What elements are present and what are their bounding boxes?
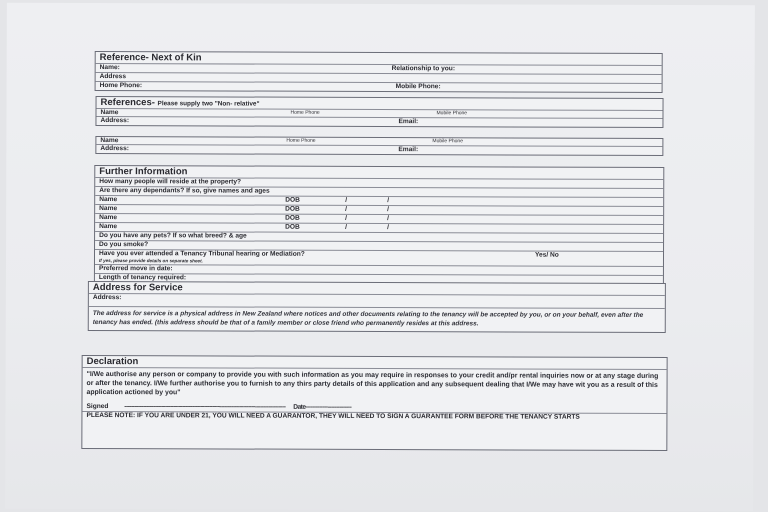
dependants-field[interactable]: Are there any dependants? If so, give names and ages (99, 187, 270, 195)
dependant-dob-field[interactable]: DOB (285, 214, 300, 222)
dependant-dob-field[interactable]: DOB (285, 205, 300, 213)
ref2-home-phone-field[interactable]: Home Phone (286, 137, 316, 144)
paper-sheet (5, 3, 755, 512)
pets-field[interactable]: Do you have any pets? If so what breed? & age (99, 232, 247, 240)
dob-slash: / (345, 214, 347, 222)
references-subtitle: Please supply two "Non- relative" (157, 100, 260, 108)
dob-slash: / (345, 196, 348, 204)
next-of-kin-title: Reference- Next of Kin (99, 52, 202, 64)
nok-name-field[interactable]: Name: (99, 64, 120, 72)
dependant-dob-field[interactable]: DOB (285, 196, 300, 204)
ref1-home-phone-field[interactable]: Home Phone (290, 109, 320, 116)
ref2-mobile-phone-field[interactable]: Mobile Phone (432, 138, 463, 145)
declaration-title: Declaration (86, 355, 139, 368)
guarantor-note: PLEASE NOTE: IF YOU ARE UNDER 21, YOU WILL NEED A GUARANTOR, THEY WILL NEED TO SIGN A GUARANTEE FORM BEFORE THE TENANCY STARTS (82, 411, 666, 422)
signed-label: Signed (86, 402, 109, 411)
dependant-name-field[interactable]: Name (99, 223, 118, 231)
ref2-name-field[interactable]: Name (100, 137, 119, 145)
declaration-section (81, 355, 667, 451)
ref1-email-field[interactable]: Email: (398, 118, 419, 126)
length-field[interactable]: Length of tenancy required: (98, 274, 187, 282)
how-many-field[interactable]: How many people will reside at the property? (99, 178, 242, 186)
references-title-text: References- (100, 97, 155, 109)
service-title: Address for Service (92, 281, 183, 294)
nok-relationship-field[interactable]: Relationship to you: (391, 65, 456, 73)
next-of-kin-section (95, 51, 663, 93)
nok-phone-row (96, 81, 662, 92)
references-2-section (95, 136, 663, 156)
dependant-name-field[interactable]: Name (99, 214, 118, 222)
service-address-field[interactable]: Address: (92, 293, 122, 302)
further-info-section (94, 165, 664, 285)
dob-slash: / (387, 215, 389, 223)
dependant-name-field[interactable]: Name (99, 196, 118, 204)
dob-slash: / (387, 197, 390, 205)
nok-mobile-phone-field[interactable]: Mobile Phone: (395, 83, 441, 91)
declaration-text: "I/We authorise any person or company to provide you with such information as you may require in responses to your credit and/pr rental inquiries now or at any stage during or after the tenancy. I/We further authorise you to furnish to any thirs party details of this application and any subsequent dealing that I/We may have wit you as a result of this application actioned by you" (83, 367, 667, 399)
ref2-email-field[interactable]: Email: (398, 146, 419, 154)
nok-home-phone-field[interactable]: Home Phone: (99, 82, 143, 90)
ref1-name-field[interactable]: Name (100, 109, 119, 117)
dob-slash: / (345, 223, 347, 231)
dob-slash: / (387, 224, 389, 232)
tribunal-yes-no[interactable]: Yes/ No (534, 251, 559, 259)
ref1-mobile-phone-field[interactable]: Mobile Phone (436, 110, 468, 117)
address-for-service-section (88, 281, 666, 333)
ref1-address-field[interactable]: Address: (100, 117, 130, 125)
references-section (95, 96, 663, 128)
ref2-address-field[interactable]: Address: (100, 145, 129, 153)
nok-address-field[interactable]: Address (99, 73, 127, 81)
service-paragraph-box (89, 306, 665, 332)
further-info-title: Further Information (99, 166, 188, 178)
tribunal-field[interactable]: Have you ever attended a Tenancy Tribunal hearing or Mediation? (98, 250, 305, 258)
dependant-dob-field[interactable]: DOB (285, 223, 300, 231)
signature-field[interactable]: ----------------------------------------------------------------------------------------------- (124, 403, 286, 411)
tribunal-note: If yes, please provide details on separate sheet. (98, 258, 203, 264)
date-field[interactable]: Date--------------------------- (293, 403, 352, 411)
move-in-field[interactable]: Preferred move in date: (98, 265, 173, 273)
service-address-row (89, 293, 665, 308)
smoke-field[interactable]: Do you smoke? (99, 241, 149, 249)
ref2-address-row (96, 144, 662, 155)
dob-slash: / (345, 205, 348, 213)
ref1-address-row (96, 116, 662, 127)
dob-slash: / (387, 206, 390, 214)
dependant-name-field[interactable]: Name (99, 205, 118, 213)
service-paragraph: The address for service is a physical address in New Zealand where notices and other documents relating to the tenancy will be accepted by you, or on your behalf, even after the tenancy has ended. (this address should be that of a family member or close friend who permanently resides at this address. (92, 309, 644, 327)
